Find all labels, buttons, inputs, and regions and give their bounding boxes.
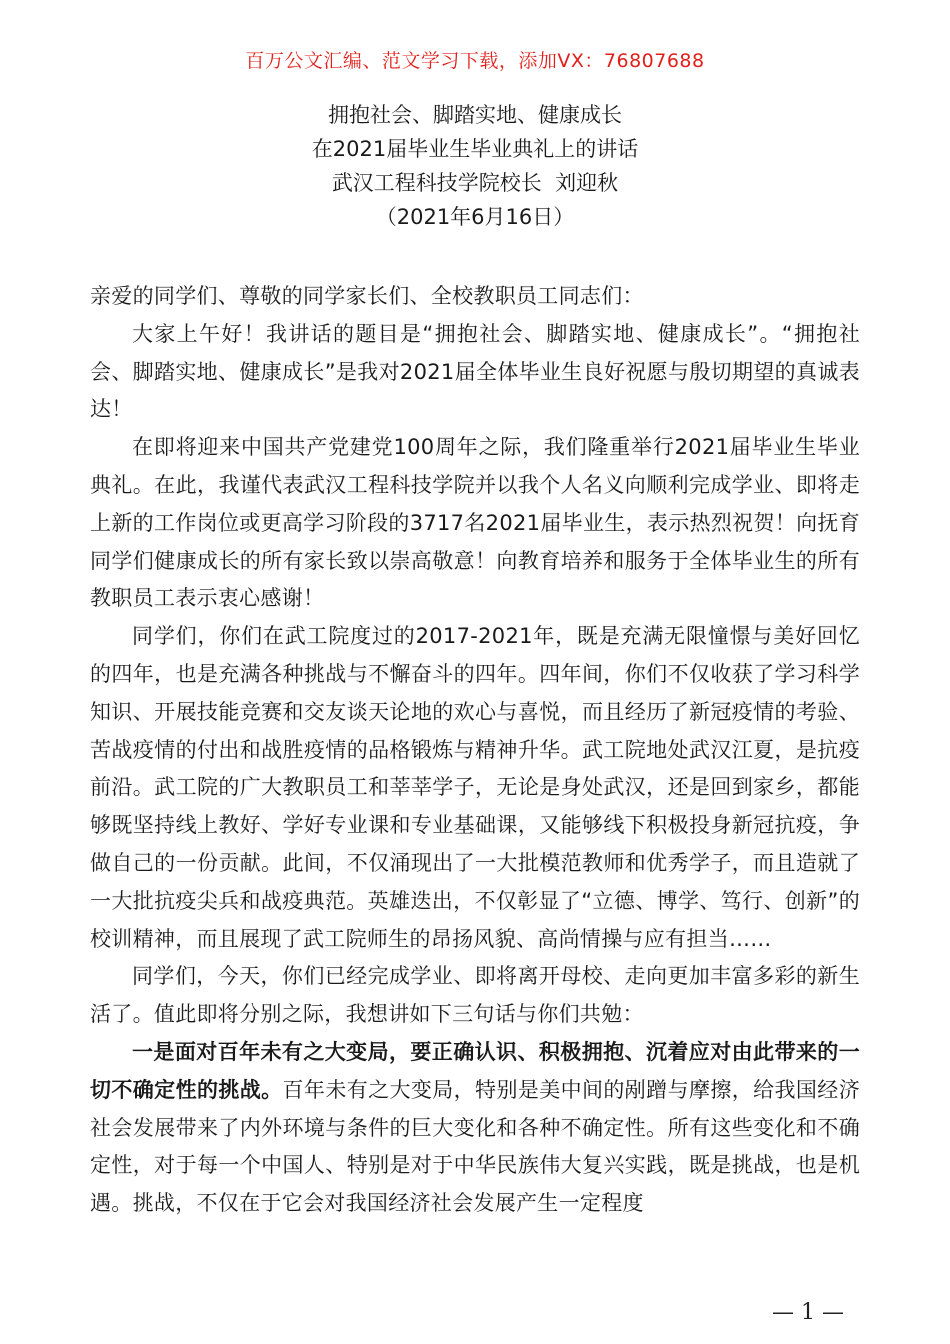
paragraph: 同学们，你们在武工院度过的2017-2021年，既是充满无限憧憬与美好回忆的四年，也是充满各种挑战与不懈奋斗的四年。四年间，你们不仅收获了学习科学知识、开展技能竞赛和交友谈天论地的欢心与喜悦，而且经历了新冠疫情的考验、苦战疫情的付出和战胜疫情的品格锻炼与精神升华。武工院地处武汉江夏，是抗疫前沿。武工院的广大教职员工和莘莘学子，无论是身处武汉，还是回到家乡，都能够既坚持线上教好、学好专业课和专业基础课，又能够线下积极投身新冠抗疫，争做自己的一份贡献。此间，不仅涌现出了一大批模范教师和优秀学子，而且造就了一大批抗疫尖兵和战疫典范。英雄迭出，不仅彰显了“立德、博学、笃行、创新”的校训精神，而且展现了武工院师生的昂扬风貌、高尚情操与应有担当…… (90, 624, 860, 951)
paragraph (90, 1034, 860, 1223)
speaker-line: 武汉工程科技学院校长 刘迎秋 (331, 171, 619, 195)
speech-title: 拥抱社会、脚踏实地、健康成长 (328, 103, 622, 127)
speech-subtitle: 在2021届毕业生毕业典礼上的讲话 (311, 137, 639, 161)
bold-heading: 一是面对百年未有之大变局，要正确认识、积极拥抱、沉着应对由此带来的一切不确定性的挑战。 (90, 1039, 860, 1102)
speech-date: （2021年6月16日） (375, 205, 575, 229)
paragraph-text: 百年未有之大变局，特别是美中间的剐蹭与摩擦，给我国经济社会发展带来了内外环境与条件的巨大变化和各种不确定性。所有这些变化和不确定性，对于每一个中国人、特别是对于中华民族伟大复兴实践，既是挑战，也是机遇。挑战，不仅在于它会对我国经济社会发展产生一定程度 (90, 1077, 860, 1216)
paragraph: 同学们，今天，你们已经完成学业、即将离开母校、走向更加丰富多彩的新生活了。值此即将分别之际，我想讲如下三句话与你们共勉： (90, 964, 860, 1027)
paragraph: 大家上午好！我讲话的题目是“拥抱社会、脚踏实地、健康成长”。“拥抱社会、脚踏实地、健康成长”是我对2021届全体毕业生良好祝愿与殷切期望的真诚表达！ (90, 321, 860, 422)
speech-body (90, 278, 860, 1223)
title-block (0, 98, 950, 234)
salutation: 亲爱的同学们、尊敬的同学家长们、全校教职员工同志们： (90, 284, 644, 308)
paragraph: 在即将迎来中国共产党建党100周年之际，我们隆重举行2021届毕业生毕业典礼。在此，我谨代表武汉工程科技学院并以我个人名义向顺利完成学业、即将走上新的工作岗位或更高学习阶段的3717名2021届毕业生，表示热烈祝贺！向抚育同学们健康成长的所有家长致以崇高敬意！向教育培养和服务于全体毕业生的所有教职员工表示衷心感谢！ (90, 435, 860, 611)
page-number: — 1 — (772, 1300, 844, 1325)
watermark-banner: 百万公文汇编、范文学习下载，添加VX：76807688 (245, 50, 705, 72)
